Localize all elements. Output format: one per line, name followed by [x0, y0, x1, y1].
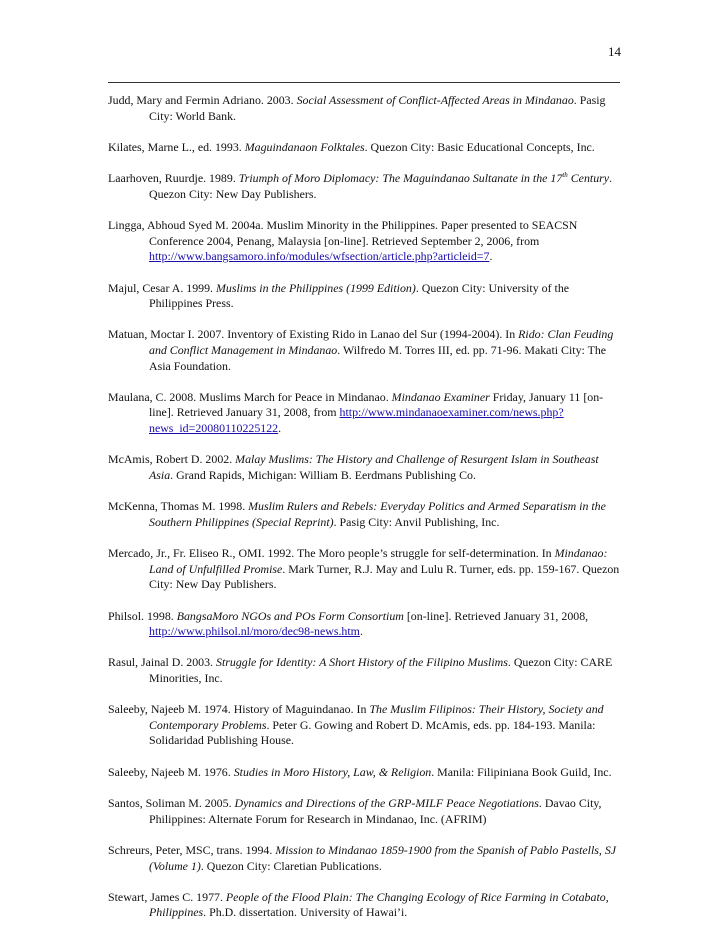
- reference-list: [108, 93, 623, 937]
- ref-rest: . Wilfredo M. Torres III, ed. pp. 71-96. Makati City: The Asia Foundation.: [149, 342, 607, 373]
- ref-rest: . Pasig City: Anvil Publishing, Inc.: [333, 514, 500, 529]
- ref-title-continued: Century: [567, 171, 610, 186]
- reference-entry-laarhoven: [108, 171, 623, 202]
- ref-middle: [on-line]. Retrieved January 31, 2008,: [403, 608, 589, 623]
- ref-author: Maulana, C. 2008. Muslims March for Peace in Mindanao.: [108, 389, 392, 404]
- reference-entry-rasul: [108, 655, 623, 686]
- ref-author: Laarhoven, Ruurdje. 1989.: [108, 171, 239, 186]
- ref-author: Saleeby, Najeeb M. 1976.: [108, 764, 234, 779]
- ref-title: BangsaMoro NGOs and POs Form Consortium: [176, 608, 404, 623]
- ref-author: Saleeby, Najeeb M. 1974. History of Maguindanao. In: [108, 702, 370, 717]
- ref-rest: .: [489, 249, 493, 264]
- reference-entry-matuan: [108, 327, 623, 374]
- ref-rest: .: [359, 624, 363, 639]
- reference-entry-majul: [108, 281, 623, 312]
- reference-entry-kilates: [108, 140, 623, 156]
- ref-author: Lingga, Abhoud Syed M. 2004a. Muslim Minority in the Philippines. Paper presented to SEACSN Conference 2004, Penang, Malaysia [on-line]. Retrieved September 2, 2006, from: [108, 218, 578, 248]
- ref-rest: . Grand Rapids, Michigan: William B. Eerdmans Publishing Co.: [170, 467, 476, 482]
- reference-entry-saleeby-1974: [108, 702, 623, 749]
- ref-title: Rido: Clan Feuding and Conflict Management in Mindanao: [149, 327, 614, 357]
- ref-title: Mindanao Examiner: [391, 389, 490, 404]
- ref-author: Stewart, James C. 1977.: [108, 889, 226, 904]
- ref-rest: . Manila: Filipiniana Book Guild, Inc.: [431, 764, 612, 779]
- ref-author: Philsol. 1998.: [108, 608, 177, 623]
- ref-rest: . Ph.D. dissertation. University of Hawai’i.: [203, 905, 408, 920]
- ref-author: Rasul, Jainal D. 2003.: [108, 655, 216, 670]
- reference-entry-lingga: [108, 218, 623, 265]
- ref-title: Social Assessment of Conflict-Affected Areas in Mindanao: [296, 93, 574, 107]
- ref-title: People of the Flood Plain: The Changing Ecology of Rice Farming in Cotabato, Philippines: [149, 889, 609, 920]
- reference-entry-mcamis: [108, 452, 623, 483]
- ref-author: Santos, Soliman M. 2005.: [108, 796, 235, 811]
- ref-title: Muslims in the Philippines (1999 Edition): [216, 280, 416, 295]
- ref-rest: . Quezon City: CARE Minorities, Inc.: [149, 655, 613, 685]
- ref-title: Dynamics and Directions of the GRP-MILF Peace Negotiations: [234, 796, 539, 811]
- page-number: 14: [608, 44, 621, 59]
- reference-entry-saleeby-1976: [108, 765, 623, 781]
- ref-rest: . Mark Turner, R.J. May and Lulu R. Turner, eds. pp. 159-167. Quezon City: New Day Publishers.: [149, 561, 620, 592]
- reference-entry-schreurs: [108, 843, 623, 874]
- ref-title: Struggle for Identity: A Short History of the Filipino Muslims: [216, 655, 508, 670]
- ref-author: Majul, Cesar A. 1999.: [108, 280, 216, 295]
- ref-title: Maguindanaon Folktales: [244, 139, 365, 154]
- ref-link[interactable]: http://www.philsol.nl/moro/dec98-news.htm: [149, 624, 360, 639]
- ref-title: Mission to Mindanao 1859-1900 from the Spanish of Pablo Pastells, SJ (Volume 1): [149, 842, 617, 873]
- ref-rest: . Quezon City: Claretian Publications.: [200, 858, 382, 873]
- ref-rest: . Quezon City: University of the Philippines Press.: [149, 280, 570, 311]
- ref-link[interactable]: http://www.mindanaoexaminer.com/news.php?news_id=20080110225122: [149, 405, 564, 436]
- ref-title: Muslim Rulers and Rebels: Everyday Politics and Armed Separatism in the Southern Philippines (Special Reprint): [149, 499, 606, 529]
- ref-rest: . Pasig City: World Bank.: [149, 93, 606, 123]
- ref-author: Matuan, Moctar I. 2007. Inventory of Existing Rido in Lanao del Sur (1994-2004). In: [108, 327, 519, 342]
- reference-entry-judd: [108, 93, 623, 124]
- ref-rest: . Peter G. Gowing and Robert D. McAmis, eds. pp. 184-193. Manila: Solidaridad Publishing House.: [149, 717, 596, 748]
- ref-title: Mindanao: Land of Unfulfilled Promise: [149, 546, 608, 576]
- ref-superscript: th: [562, 171, 568, 180]
- ref-rest: . Quezon City: New Day Publishers.: [149, 171, 613, 201]
- reference-entry-mercado: [108, 546, 623, 593]
- ref-author: Schreurs, Peter, MSC, trans. 1994.: [108, 842, 276, 857]
- reference-entry-philsol: [108, 609, 623, 640]
- ref-title: The Muslim Filipinos: Their History, Society and Contemporary Problems: [149, 702, 604, 732]
- ref-title: Studies in Moro History, Law, & Religion: [233, 764, 432, 779]
- ref-author: Kilates, Marne L., ed. 1993.: [108, 139, 245, 154]
- ref-link[interactable]: http://www.bangsamoro.info/modules/wfsection/article.php?articleid=7: [149, 249, 490, 264]
- ref-title: Malay Muslims: The History and Challenge of Resurgent Islam in Southeast Asia: [149, 452, 599, 482]
- ref-middle: Friday, January 11 [on-line]. Retrieved January 31, 2008, from: [149, 389, 604, 420]
- reference-entry-maulana: [108, 390, 623, 437]
- reference-entry-stewart: [108, 890, 623, 921]
- ref-title: Triumph of Moro Diplomacy: The Maguindanao Sultanate in the 17: [238, 171, 563, 186]
- reference-entry-santos: [108, 796, 623, 827]
- ref-rest: . Davao City, Philippines: Alternate Forum for Research in Mindanao, Inc. (AFRIM): [149, 796, 602, 826]
- ref-author: Mercado, Jr., Fr. Eliseo R., OMI. 1992. The Moro people’s struggle for self-determination. In: [108, 546, 555, 561]
- ref-author: McAmis, Robert D. 2002.: [108, 452, 236, 467]
- ref-rest: .: [278, 421, 282, 436]
- header-rule: [108, 82, 620, 83]
- ref-author: Judd, Mary and Fermin Adriano. 2003.: [108, 93, 297, 107]
- ref-rest: . Quezon City: Basic Educational Concepts, Inc.: [364, 139, 595, 154]
- ref-author: McKenna, Thomas M. 1998.: [108, 499, 249, 514]
- reference-entry-mckenna: [108, 499, 623, 530]
